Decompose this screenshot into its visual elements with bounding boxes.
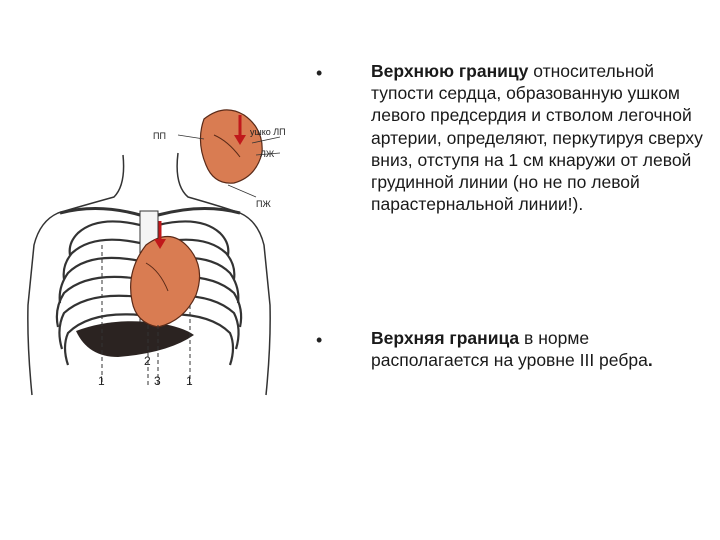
label-pzh: ПЖ <box>256 199 271 209</box>
chest-heart-illustration <box>18 95 286 410</box>
line-number-3: 3 <box>154 374 161 388</box>
paragraph-1-bold: Верхнюю границу <box>371 61 529 81</box>
bullet-2: • <box>316 330 323 350</box>
paragraph-1-text: относительной тупости сердца, образованную ушком левого предсердия и стволом легочной артерии, определяют, перкутируя сверху вниз, отступя на 1 см кнаружи от левой грудинной линии (но не по левой парастернальной линии!). <box>371 61 703 215</box>
line-number-1-left: 1 <box>98 374 105 388</box>
label-pp: ПП <box>153 131 166 141</box>
paragraph-upper-border-method <box>371 60 706 215</box>
paragraph-upper-border-norm <box>371 327 706 371</box>
line-number-2: 2 <box>144 354 151 368</box>
anatomy-drawing <box>18 95 286 410</box>
label-lzh: ЛЖ <box>260 149 275 159</box>
label-lp: ушко ЛП <box>250 127 286 137</box>
paragraph-2-bold: Верхняя граница <box>371 328 520 348</box>
line-number-1-right: 1 <box>186 374 193 388</box>
paragraph-2-text: в норме располагается на уровне III ребра <box>371 328 648 371</box>
bullet-1: • <box>316 63 323 83</box>
paragraph-2-tail: . <box>647 350 653 371</box>
